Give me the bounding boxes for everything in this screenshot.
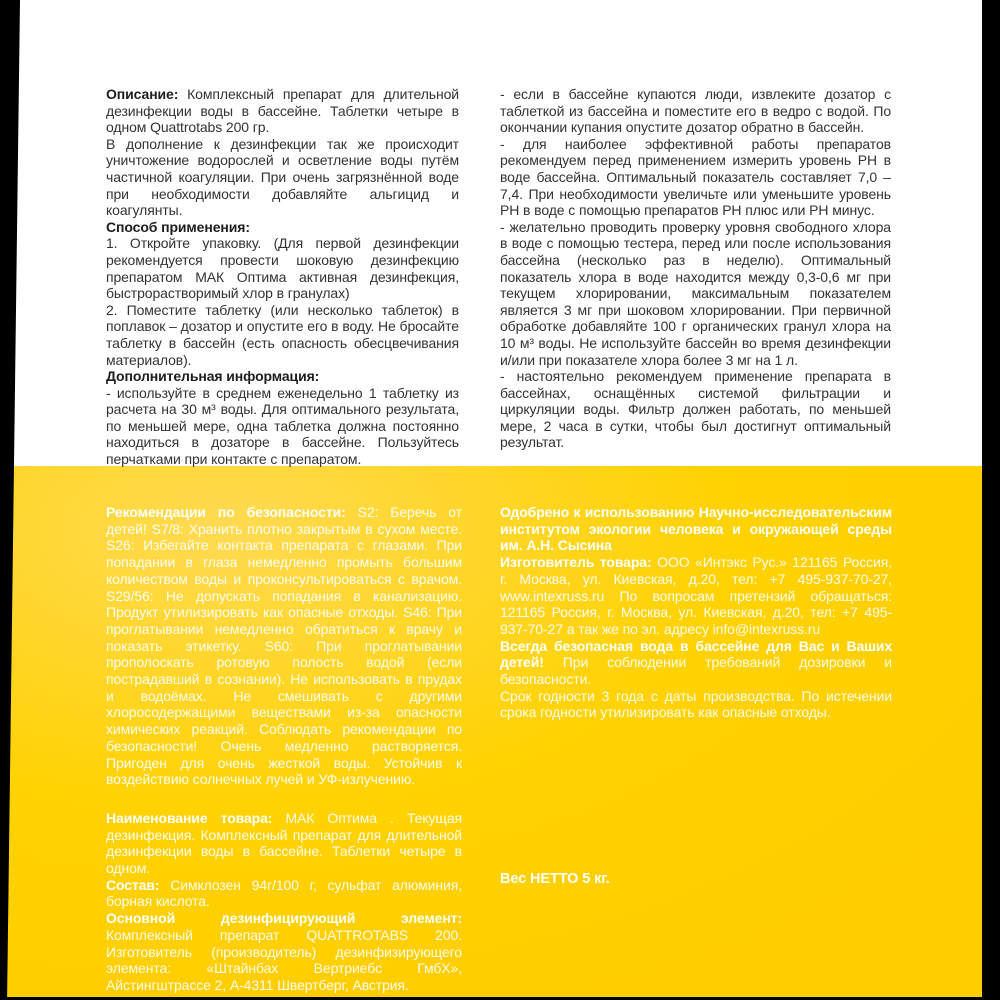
tip-chlorine-check-text: - желательно проводить проверку уровня свободного хлора в воде с помощью тестера, перед или после использования бассейна (несколько раз в неделю). Оптимальный показатель хлора в воде находится между 0,3-0,6 мг при текущем хлорировании, максимальным показателем является 3 мг при шоковом хлорировании. При первичной обработке добавляйте 100 г органических гранул хлора на 10 м³ воды. Не используйте бассейн во время дезинфекции и/или при показателе хлора более 3 мг на 1 л. [500, 218, 891, 368]
tip-chlorine-check [500, 219, 891, 368]
additional-info-heading-label: Дополнительная информация: [106, 368, 320, 385]
shelf-life-text: Срок годности 3 года с даты производства. По истечении срока годности утилизировать как опасные отходы. [500, 687, 892, 721]
description-text: Комплексный препарат для длительной дезинфекции воды в бассейне. Таблетки четыре в одном Quattrotabs 200 гр. [106, 86, 459, 136]
tip-filtration-text: - настоятельно рекомендуем применение препарата в бассейнах, оснащённых системой фильтрации и циркуляции воды. Фильтр должен работать, по меньшей мере, 2 часа в сутки, чтобы был достигнут оптимальный результат. [500, 368, 891, 451]
composition-label: Состав: [106, 876, 171, 893]
usage-step-1-text: 1. Откройте упаковку. (Для первой дезинфекции рекомендуется провести шоковую дезинфекцию препаратом МАК Оптима активная дезинфекция, быстрорастворимый хлор в гранулах) [106, 235, 459, 302]
usage-step-2-text: 2. Поместите таблетку (или несколько таблеток) в поплавок – дозатор и опустите его в воду. Не бросайте таблетку в бассейн (есть опасность обесцвечивания материалов). [106, 301, 459, 368]
additional-info-paragraph [106, 385, 459, 468]
tip-remove-dispenser-text: - если в бассейне купаются люди, извлеките дозатор с таблеткой из бассейна и поместите его в ведро с водой. По окончании купания опустите дозатор обратно в бассейн. [500, 86, 891, 136]
description-label: Описание: [106, 86, 188, 102]
white-section-right-column [500, 86, 891, 451]
active-element-paragraph [106, 910, 462, 994]
yellow-section-left-column [106, 504, 462, 994]
tip-remove-dispenser [500, 86, 891, 136]
description-paragraph [106, 86, 459, 136]
usage-heading-label: Способ применения: [106, 218, 250, 235]
usage-step-2 [106, 302, 459, 368]
safe-water-text: При соблюдении требований дозировки и безопасности. [500, 654, 893, 688]
shelf-life-paragraph [500, 688, 892, 721]
manufacturer-text: ООО «Интэкс Рус.» 121165 Россия, г. Москва, ул. Киевская, д.20, тел: +7 495-937-70-27, www.intexruss.ru По вопросам претензий обращаться: 121165 Россия, г. Москва, ул. Киевская, д.20, тел: +7 495-937-70-27 а так же по эл. адресу info@intexruss.ru [500, 554, 893, 637]
tip-ph-level [500, 136, 891, 219]
yellow-section-right-column [500, 504, 892, 888]
manufacturer-paragraph [500, 554, 892, 638]
safety-recommendations-label: Рекомендации по безопасности: [106, 504, 358, 520]
description-extra-paragraph [106, 136, 459, 219]
additional-info-heading [106, 368, 459, 385]
product-name-label: Наименование товара: [106, 809, 286, 826]
active-element-text: Комплексный препарат QUATTROTABS 200. Изготовитель (производитель) дезинфизирующего элемента: «Штайнбах Вертриебс ГмбХ», Айстингштрассе 2, А-4311 Швертберг, Австрия. [106, 926, 462, 993]
net-weight: Вес НЕТТО 5 кг. [500, 871, 610, 888]
tip-ph-level-text: - для наиболее эффективной работы препаратов рекомендуем перед применением измерить уровень PH в воде бассейна. Оптимальный показатель составляет 7,0 – 7,4. При необходимости увеличьте или уменьшите уровень PH в воде с помощью препаратов PH плюс или PH минус. [500, 135, 891, 219]
composition-text: Симклозен 94г/100 г, сульфат алюминия, борная кислота. [106, 876, 462, 910]
approval-paragraph [500, 504, 892, 554]
product-name-paragraph [106, 810, 462, 877]
composition-paragraph [106, 877, 462, 910]
safe-water-paragraph [500, 638, 892, 688]
white-section-left-column [106, 86, 459, 468]
active-element-label: Основной дезинфицирующий элемент: [106, 910, 462, 927]
safe-water-label: Всегда безопасная вода в бассейне для Вас и Ваших детей! [500, 637, 892, 671]
tip-filtration [500, 368, 891, 451]
safety-recommendations-paragraph [106, 504, 462, 788]
manufacturer-label: Изготовитель товара: [500, 554, 658, 571]
additional-info-text: - используйте в среднем еженедельно 1 таблетку из расчета на 30 м³ воды. Для оптимального результата, по меньшей мере, одна таблетка должна постоянно находиться в дозаторе в бассейне. Пользуйтесь перчатками при контакте с препаратом. [106, 384, 459, 468]
product-name-text: МАК Оптима . Текущая дезинфекция. Комплексный препарат для длительной дезинфекции воды в бассейне. Таблетки четыре в одном. [106, 809, 462, 877]
usage-step-1 [106, 235, 459, 301]
safety-recommendations-text: S2: Беречь от детей! S7/8: Хранить плотно закрытым в сухом месте. S26: Избегайте контакта препарата с глазами. При попадании в глаза немедленно промыть большим количеством воды и проконсультироваться с врачом. S29/56: Не допускать попадания в канализацию. Продукт утилизировать как опасные отходы. S46: При проглатывании немедленно обратиться к врачу и показать этикетку. S60: При проглатывании прополоскать ротовую полость водой (если пострадавший в сознании). Не использовать в прудах и водоёмах. Не смешивать с другими хлоросодержащими веществами из-за опасности химических реакций. Соблюдать рекомендации по безопасности! Очень медленно растворяется. Пригоден для очень жесткой воды. Устойчив к воздействию солнечных лучей и УФ-излучению. [106, 504, 462, 788]
description-extra-text: В дополнение к дезинфекции так же происходит уничтожение водорослей и осветление воды путём частичной коагуляции. При очень загрязнённой воде при необходимости добавляйте альгицид и коагулянты. [106, 135, 459, 219]
usage-heading [106, 219, 459, 236]
approval-text: Одобрено к использованию Научно-исследовательским институтом экологии человека и окружающей среды им. А.Н. Сысина [500, 504, 892, 554]
